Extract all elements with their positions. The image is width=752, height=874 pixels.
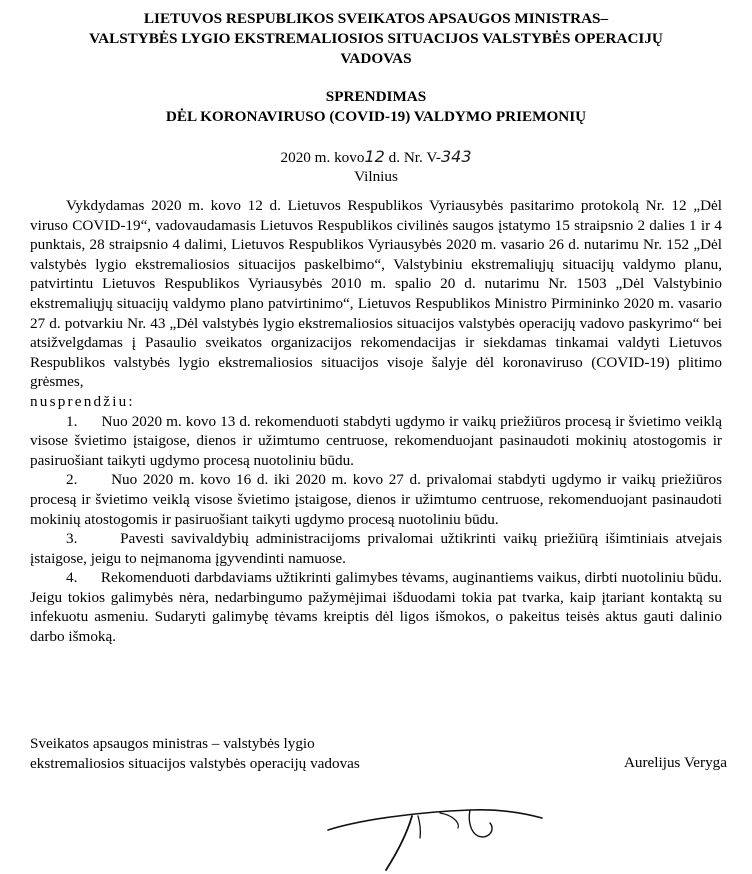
handwritten-signature-icon — [320, 790, 550, 872]
document-title: DĖL KORONAVIRUSO (COVID-19) VALDYMO PRIEMONIŲ — [165, 107, 587, 125]
signatory-name: Aurelijus Veryga — [623, 754, 727, 771]
issuer-line-1: LIETUVOS RESPUBLIKOS SVEIKATOS APSAUGOS MINISTRAS– — [143, 10, 609, 27]
position-line-1: Sveikatos apsaugos ministras – valstybės lygio — [30, 735, 315, 752]
issuer-header — [30, 9, 722, 68]
issuer-line-2: VALSTYBĖS LYGIO EKSTREMALIOSIOS SITUACIJOS VALSTYBĖS OPERACIJŲ — [89, 29, 663, 47]
date-prefix: 2020 m. kovo — [280, 149, 365, 166]
date-and-number — [30, 147, 722, 186]
position-line-2: ekstremaliosios situacijos valstybės operacijų vadovas — [30, 754, 360, 772]
handwritten-number: 343 — [440, 147, 472, 166]
signatory-position — [30, 734, 450, 773]
list-item: 2. Nuo 2020 m. kovo 16 d. iki 2020 m. kovo 27 d. privalomai stabdyti ugdymo ir vaikų priežiūros procesą ir švietimo veiklą visose švietimo įstaigose, dienos ir užimtumo centruose, rekomenduojant pasinaudoti mokinių atostogomis ir pasiruošiant taikyti ugdymo procesą nuotoliniu būdu. — [30, 471, 722, 528]
issuer-line-3: VADOVAS — [340, 49, 412, 67]
document-body — [30, 196, 722, 647]
decides-word: nusprendžiu: — [30, 392, 135, 410]
preamble-paragraph: Vykdydamas 2020 m. kovo 12 d. Lietuvos Respublikos Vyriausybės pasitarimo protokolą Nr. 12 „Dėl viruso COVID-19“, vadovaudamasis Lietuvos Respublikos civilinės saugos įstatymo 15 straipsnio 2 dalies 1 ir 4 punktais, 28 straipsnio 4 dalimi, Lietuvos Respublikos Vyriausybės 2020 m. vasario 26 d. nutarimu Nr. 152 „Dėl valstybės lygio ekstremaliosios situacijos paskelbimo“, Valstybiniu ekstremaliųjų situacijų valdymo planu, patvirtintu Lietuvos Respublikos Vyriausybės 2010 m. spalio 20 d. nutarimu Nr. 1503 „Dėl Valstybinio ekstremaliųjų situacijų valdymo plano patvirtinimo“, Lietuvos Respublikos Ministro Pirmininko 2020 m. vasario 27 d. potvarkiu Nr. 43 „Dėl valstybės lygio ekstremaliosios situacijos valstybės operacijų vadovo paskyrimo“ bei atsižvelgdamas į Pasaulio sveikatos organizacijos rekomendacijas ir siekdamas tinkamai valdyti Lietuvos Respublikos valstybės lygio ekstremaliosios situacijos visoje šalyje dėl koronaviruso (COVID-19) plitimo grėsmes, — [30, 197, 722, 391]
document-type: SPRENDIMAS — [325, 88, 427, 105]
list-item: 1. Nuo 2020 m. kovo 13 d. rekomenduoti stabdyti ugdymo ir vaikų priežiūros procesą ir švietimo veiklą visose švietimo įstaigose, dienos ir užimtumo centruose, rekomenduojant pasinaudoti mokinių atostogomis ir pasiruošiant taikyti ugdymo procesą nuotoliniu būdu. — [30, 412, 722, 469]
decision-heading — [30, 87, 722, 127]
list-item: 3. Pavesti savivaldybių administracijoms privalomai užtikrinti vaikų priežiūrą išimtiniais atvejais įstaigose, jeigu to neįmanoma įgyvendinti namuose. — [30, 530, 722, 567]
date-middle: d. Nr. V- — [388, 149, 441, 166]
handwritten-day: 12 — [364, 147, 385, 166]
place-of-issue: Vilnius — [354, 168, 398, 185]
decides-line — [30, 392, 722, 412]
list-item: 4. Rekomenduoti darbdaviams užtikrinti galimybes tėvams, auginantiems vaikus, dirbti nuotoliniu būdu. Jeigu tokios galimybės nėra, nedarbingumo pažymėjimai išduodami tokia pat tvarka, kaip įtariant kontaktą su infekuotu asmeniu. Sudaryti galimybę tėvams kreiptis dėl ligos išmokos, o pakeitus teisės aktus gauti dalinio darbo išmoką. — [30, 569, 723, 646]
